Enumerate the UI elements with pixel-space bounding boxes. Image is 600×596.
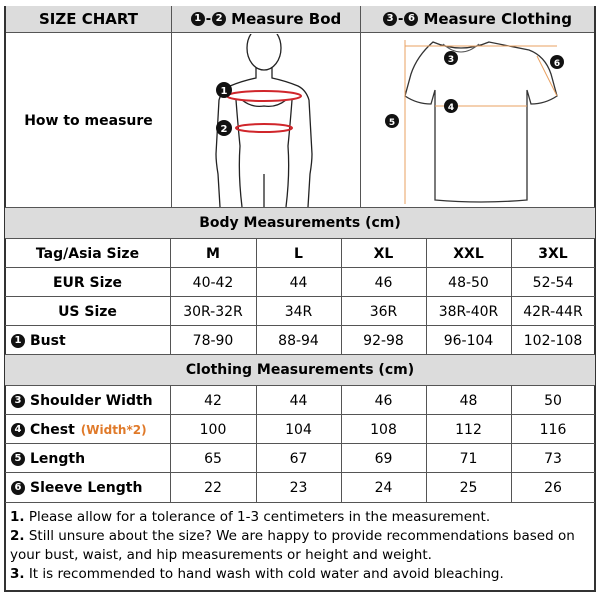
divider [511, 239, 512, 354]
divider [5, 502, 595, 503]
row-label-note: (Width*2) [80, 422, 147, 437]
table-cell: 23 [289, 479, 308, 496]
table-cell: 102-108 [523, 332, 583, 349]
row-label [5, 326, 170, 355]
row-label [5, 268, 170, 297]
size-header-cell: M [206, 245, 220, 262]
row-label-text: US Size [58, 303, 117, 320]
shirt-marker-4: 4 [447, 103, 455, 113]
divider [341, 386, 342, 502]
table-cell: 36R [369, 303, 398, 320]
table-cell: 88-94 [278, 332, 319, 349]
table-cell: 50 [544, 392, 562, 409]
table-cell: 25 [459, 479, 478, 496]
row-label-text: Sleeve Length [30, 479, 143, 496]
body-figure-illustration [172, 34, 360, 207]
row-label-text: Length [30, 450, 86, 467]
divider [256, 239, 257, 354]
divider [256, 386, 257, 502]
divider [170, 386, 171, 502]
table-cell: 104 [285, 421, 312, 438]
body-marker-start: 1 [191, 12, 205, 26]
table-cell: 92-98 [363, 332, 404, 349]
row-label [5, 415, 170, 444]
table-cell: 65 [204, 450, 222, 467]
measure-body-header: 1 - 2 Measure Bod [172, 6, 360, 33]
table-cell: 116 [539, 421, 567, 438]
row-label [5, 444, 170, 473]
measure-clothing-label: Measure Clothing [423, 10, 572, 28]
clothing-marker-end: 6 [404, 12, 418, 26]
note-item: 3. It is recommended to hand wash with cold water and avoid bleaching. [10, 566, 504, 582]
table-cell: 44 [289, 274, 308, 291]
note-item: 2. Still unsure about the size? We are happy to provide recommendations based on your bust, waist, and hip measurements or height and weight. [10, 528, 575, 563]
body-marker-1: 1 [220, 86, 228, 97]
row-label [5, 297, 170, 326]
row-number-marker: 3 [11, 394, 25, 408]
size-header-label: Tag/Asia Size [35, 245, 140, 262]
table-cell: 100 [199, 421, 227, 438]
table-cell: 71 [459, 450, 478, 467]
table-cell: 52-54 [532, 274, 574, 291]
table-cell: 38R-40R [438, 303, 499, 320]
table-cell: 112 [455, 421, 482, 438]
divider [426, 386, 427, 502]
divider [171, 6, 172, 207]
size-chart-title-cell [6, 6, 171, 33]
divider [360, 6, 361, 207]
tshirt-illustration [361, 34, 594, 207]
table-cell: 69 [374, 450, 393, 467]
table-cell: 42R-44R [523, 303, 583, 320]
body-marker-end: 2 [212, 12, 226, 26]
shirt-marker-6: 6 [553, 59, 561, 69]
shirt-marker-5: 5 [388, 118, 396, 128]
row-label-text: Shoulder Width [30, 392, 153, 409]
row-label-text: Bust [30, 332, 66, 349]
how-to-measure-label: How to measure [24, 112, 153, 129]
table-cell: 48 [459, 392, 478, 409]
divider [511, 386, 512, 502]
row-label [5, 473, 170, 502]
table-cell: 24 [374, 479, 393, 496]
shirt-diagram [361, 34, 594, 207]
size-header-cell: XL [373, 245, 394, 262]
body-diagram [172, 34, 360, 207]
divider [341, 239, 342, 354]
table-cell: 108 [370, 421, 397, 438]
size-header-cell: XXL [453, 245, 484, 262]
table-cell: 26 [544, 479, 562, 496]
table-cell: 34R [284, 303, 313, 320]
body-measurements-title: Body Measurements (cm) [5, 208, 595, 238]
measure-body-label: Measure Bod [231, 10, 342, 28]
table-cell: 30R-32R [183, 303, 243, 320]
row-number-marker: 1 [11, 334, 25, 348]
clothing-marker-start: 3 [383, 12, 397, 26]
table-cell: 44 [289, 392, 308, 409]
table-cell: 22 [204, 479, 222, 496]
size-header-cell: L [294, 245, 303, 262]
care-notes [10, 508, 590, 584]
table-cell: 46 [374, 274, 393, 291]
divider [426, 239, 427, 354]
row-number-marker: 5 [11, 452, 25, 466]
clothing-measurements-title: Clothing Measurements (cm) [5, 355, 595, 385]
size-header-cell: 3XL [538, 245, 568, 262]
body-marker-2: 2 [220, 124, 228, 135]
table-cell: 42 [204, 392, 222, 409]
divider [170, 239, 171, 354]
row-label [5, 386, 170, 415]
size-chart-title: SIZE CHART [38, 10, 138, 28]
table-cell: 46 [374, 392, 393, 409]
table-cell: 67 [289, 450, 308, 467]
measure-clothing-header: 3 - 6 Measure Clothing [361, 6, 594, 33]
row-label-text: EUR Size [52, 274, 123, 291]
note-item: 1. Please allow for a tolerance of 1-3 centimeters in the measurement. [10, 509, 491, 525]
row-label-text: Chest [30, 421, 75, 438]
table-cell: 40-42 [192, 274, 234, 291]
table-cell: 78-90 [192, 332, 234, 349]
row-number-marker: 6 [11, 481, 25, 495]
table-cell: 73 [544, 450, 562, 467]
table-cell: 48-50 [448, 274, 489, 291]
row-number-marker: 4 [11, 423, 25, 437]
table-cell: 96-104 [443, 332, 494, 349]
shirt-marker-3: 3 [447, 55, 455, 65]
